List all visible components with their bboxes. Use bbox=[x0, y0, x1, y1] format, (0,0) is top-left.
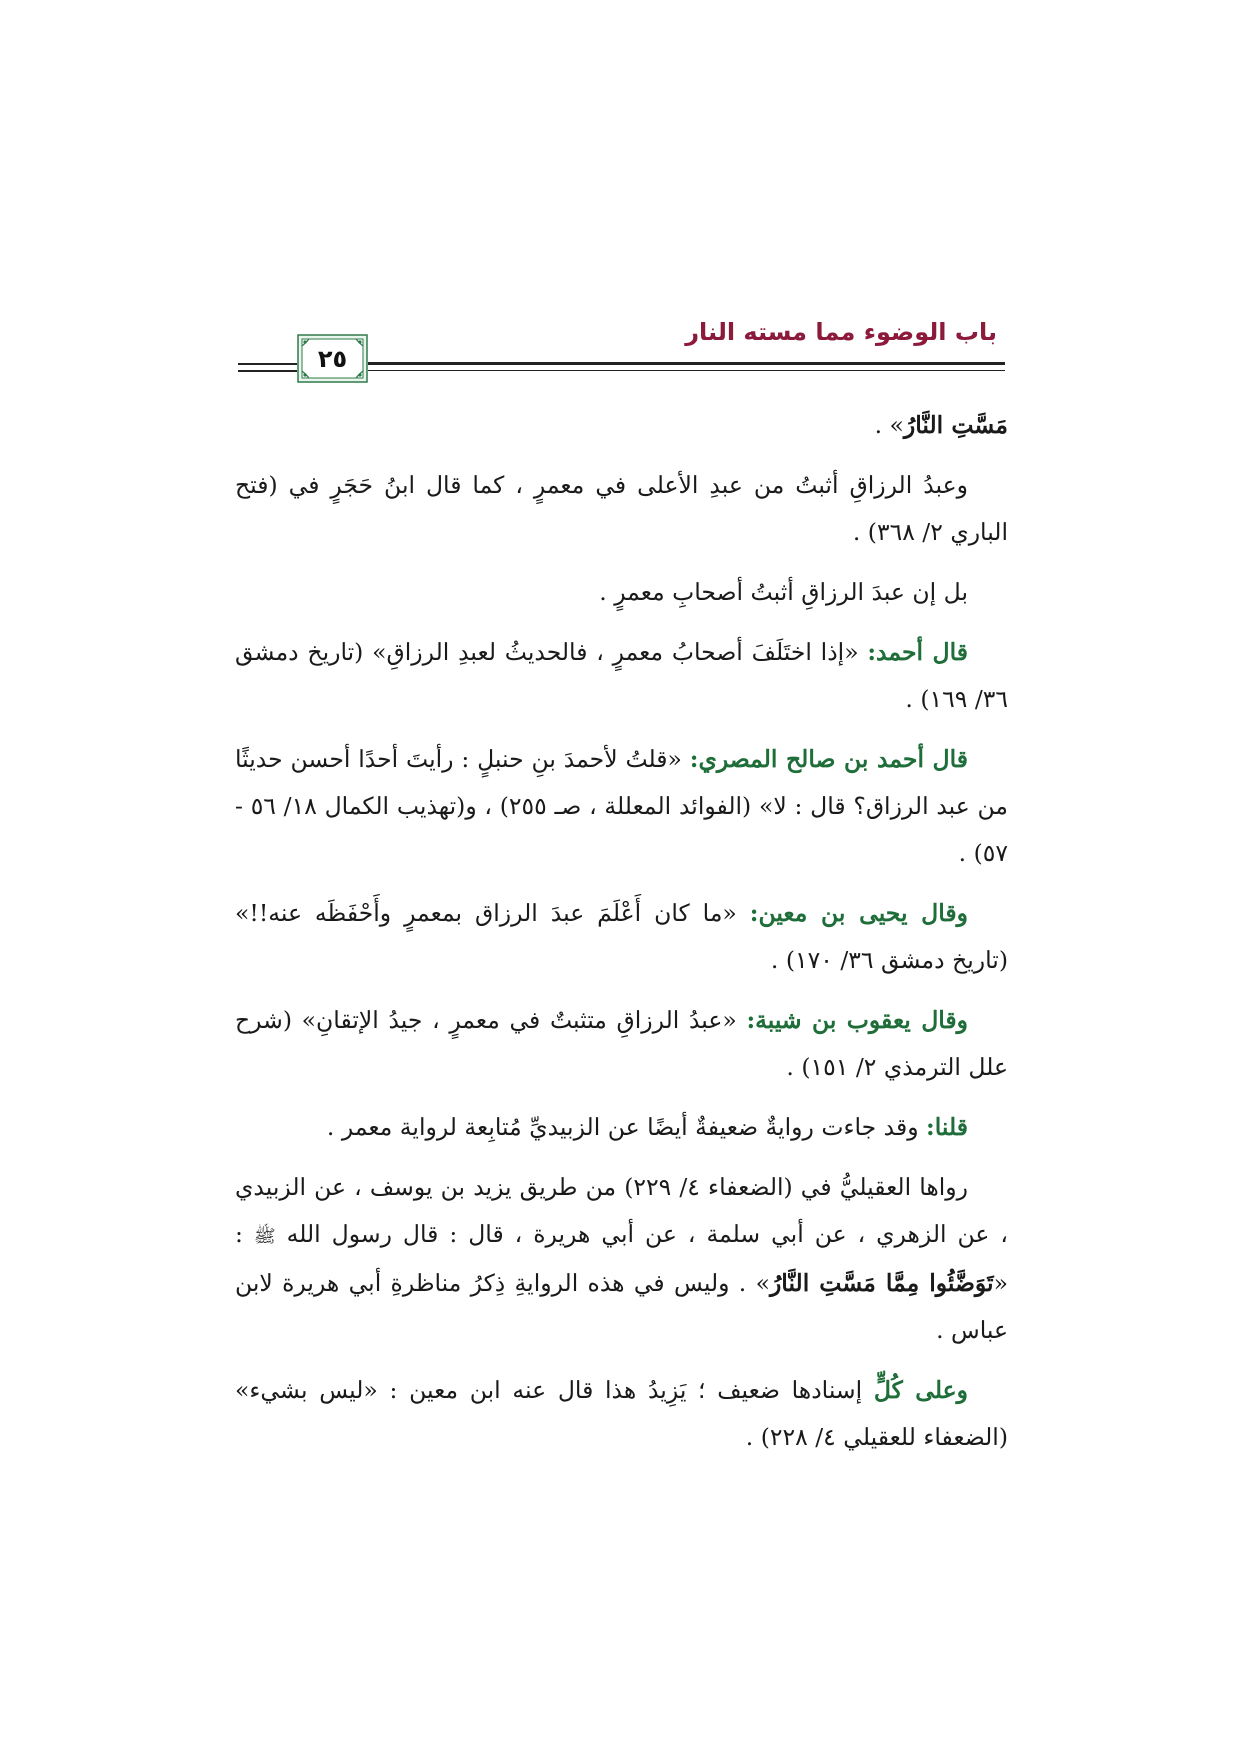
salla-glyph: ﷺ bbox=[253, 1226, 276, 1247]
speaker-name: قال أحمد: bbox=[867, 638, 968, 666]
speaker-name: وعلى كُلٍّ bbox=[873, 1376, 968, 1404]
page-number-badge bbox=[297, 334, 368, 383]
paragraph-5: قال أحمد بن صالح المصري: «قلتُ لأحمدَ بنِ حنبلٍ : رأيتَ أحدًا أحسن حديثًا من عبد الرزاق؟ قال : لا» (الفوائد المعللة ، صـ ٢٥٥) ، و(تهذيب الكمال ١٨/ ٥٦ - ٥٧) . bbox=[235, 745, 1009, 867]
header-rule-left-top bbox=[238, 363, 297, 365]
speaker-name: قلنا: bbox=[926, 1113, 968, 1141]
paragraph-9: رواها العقيليُّ في (الضعفاء ٤/ ٢٢٩) من طريق يزيد بن يوسف ، عن الزبيدي ، عن الزهري ، عن أبي سلمة ، عن أبي هريرة ، قال : قال رسول الله ﷺ : «تَوَضَّئُوا مِمَّا مَسَّتِ النَّارُ» . وليس في هذه الروايةِ ذِكرُ مناظرةِ أبي هريرة لابن عباس . bbox=[235, 1173, 1009, 1344]
header-rule-right-top bbox=[368, 362, 1005, 365]
page-number: ٢٥ bbox=[317, 344, 348, 373]
paragraph-8: قلنا: وقد جاءت روايةٌ ضعيفةٌ أيضًا عن الزبيديِّ مُتابِعة لرواية معمر . bbox=[326, 1113, 968, 1141]
header-rule-right-bottom bbox=[368, 370, 1005, 371]
page-body bbox=[235, 402, 1008, 1474]
paragraph-4: قال أحمد: «إذا اختَلَفَ أصحابُ معمرٍ ، فالحديثُ لعبدِ الرزاقِ» (تاريخ دمشق ٣٦/ ١٦٩) . bbox=[235, 638, 1008, 713]
header-rule-left-bottom bbox=[238, 370, 297, 372]
paragraph-1: مَسَّتِ النَّارُ» . bbox=[874, 411, 1008, 439]
paragraph-6: وقال يحيى بن معين: «ما كان أَعْلَمَ عبدَ الرزاق بمعمرٍ وأَحْفَظَه عنه!!» (تاريخ دمشق ٣٦/ ١٧٠) . bbox=[235, 899, 1008, 974]
paragraph-3: بل إن عبدَ الرزاقِ أثبتُ أصحابِ معمرٍ . bbox=[599, 578, 968, 606]
chapter-title: باب الوضوء مما مسته النار bbox=[685, 318, 997, 346]
paragraph-2: وعبدُ الرزاقِ أثبتُ من عبدِ الأعلى في معمرٍ ، كما قال ابنُ حَجَرٍ في (فتح الباري ٢/ ٣٦٨) . bbox=[235, 471, 1008, 546]
speaker-name: وقال يحيى بن معين: bbox=[749, 899, 968, 927]
paragraph-10: وعلى كُلٍّ إسنادها ضعيف ؛ يَزِيدُ هذا قال عنه ابن معين : «ليس بشيء» (الضعفاء للعقيلي ٤/ ٢٢٨) . bbox=[235, 1376, 1008, 1451]
speaker-name: وقال يعقوب بن شيبة: bbox=[746, 1006, 969, 1034]
speaker-name: قال أحمد بن صالح المصري: bbox=[689, 745, 968, 773]
hadith-quote: تَوَضَّئُوا مِمَّا مَسَّتِ النَّارُ bbox=[769, 1269, 994, 1297]
hadith-quote: مَسَّتِ النَّارُ bbox=[903, 411, 1008, 439]
paragraph-7: وقال يعقوب بن شيبة: «عبدُ الرزاقِ متثبتٌ في معمرٍ ، جيدُ الإتقانِ» (شرح علل الترمذي ٢/ ١٥١) . bbox=[235, 1006, 1008, 1081]
